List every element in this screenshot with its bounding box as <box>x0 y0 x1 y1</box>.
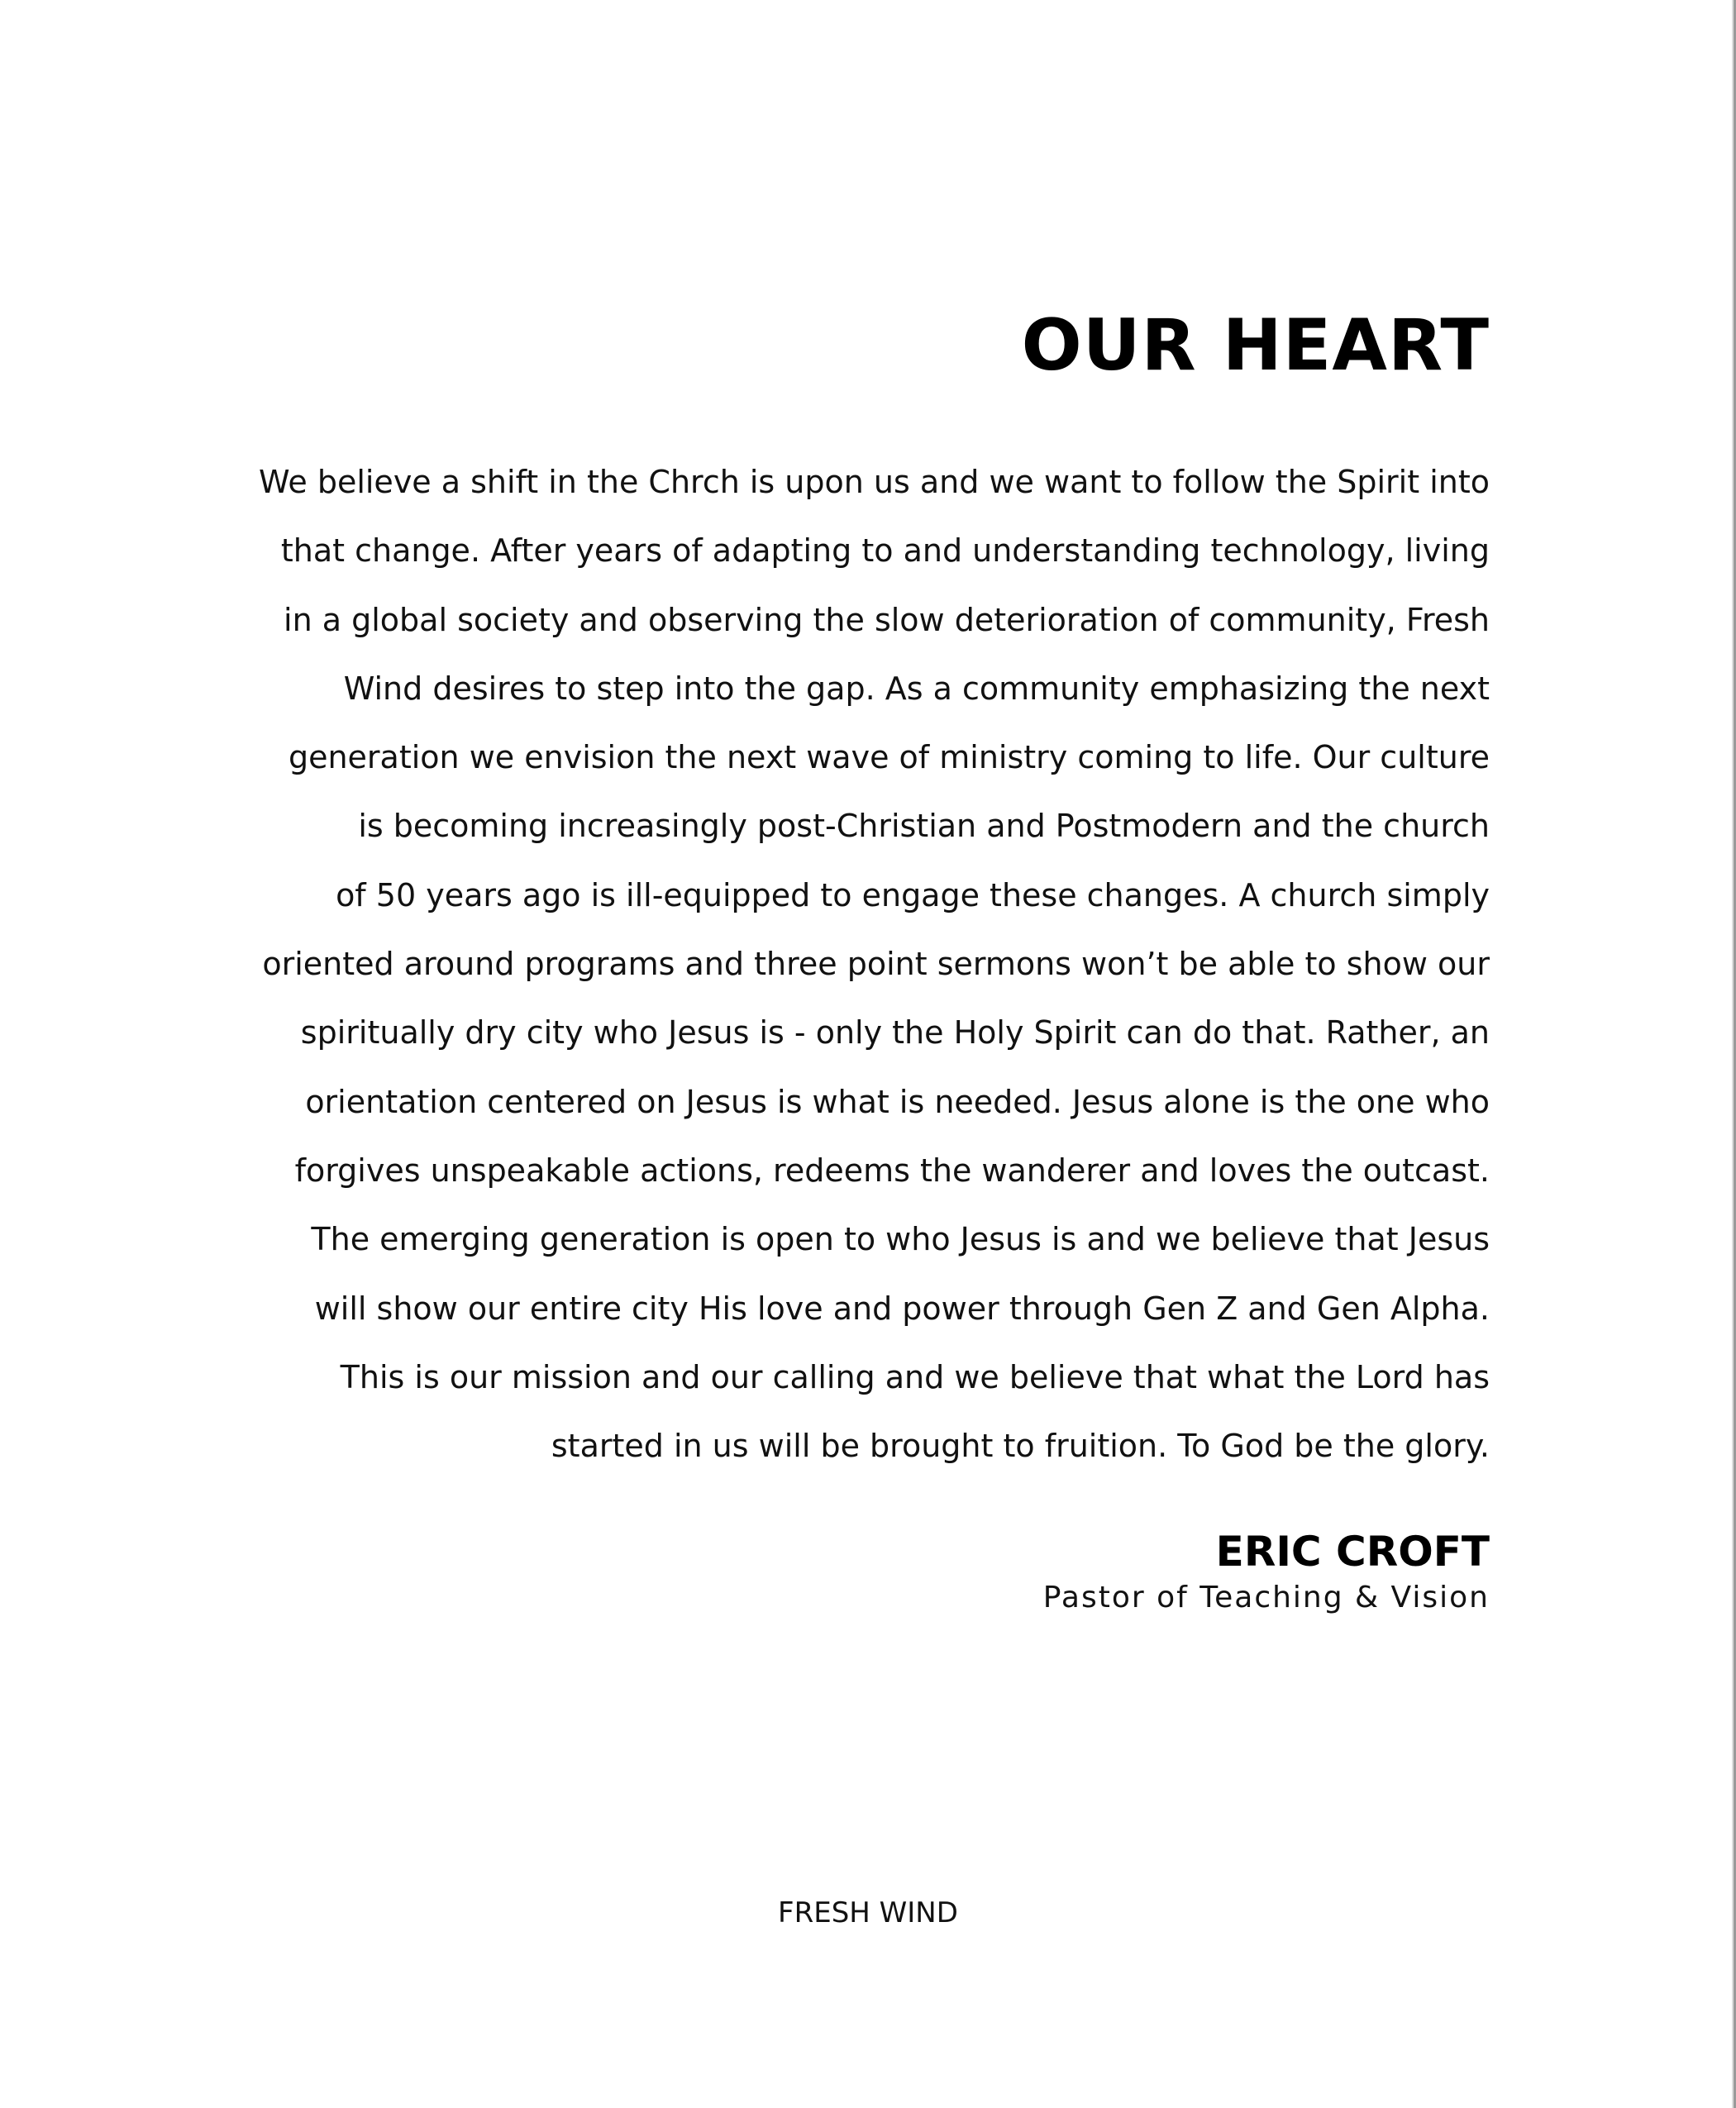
body-line: The emerging generation is open to who Jesus is and we believe that Jesus <box>311 1221 1490 1258</box>
body-line: in a global society and observing the slow deterioration of community, Fresh <box>284 601 1490 638</box>
page-footer: FRESH WIND <box>778 1896 958 1929</box>
body-line: that change. After years of adapting to and understanding technology, living <box>280 532 1490 570</box>
body-paragraph <box>200 448 1490 1481</box>
signature-name: ERIC CROFT <box>1215 1528 1490 1576</box>
body-line: is becoming increasingly post-Christian and Postmodern and the church <box>358 808 1490 845</box>
body-line: started in us will be brought to fruition. To God be the glory. <box>551 1428 1490 1465</box>
signature-role: Pastor of Teaching & Vision <box>1042 1581 1490 1614</box>
body-line: spiritually dry city who Jesus is - only the Holy Spirit can do that. Rather, an <box>300 1014 1490 1052</box>
body-line: We believe a shift in the Chrch is upon us and we want to follow the Spirit into <box>259 464 1490 500</box>
body-line: oriented around programs and three point sermons won’t be able to show our <box>262 946 1490 983</box>
body-line: of 50 years ago is ill-equipped to engage these changes. A church simply <box>336 876 1490 913</box>
body-line: This is our mission and our calling and we believe that what the Lord has <box>340 1358 1490 1395</box>
body-line: Wind desires to step into the gap. As a community emphasizing the next <box>343 670 1490 707</box>
body-line: generation we envision the next wave of ministry coming to life. Our culture <box>288 739 1490 776</box>
page-title: OUR HEART <box>1021 304 1490 387</box>
body-line: orientation centered on Jesus is what is needed. Jesus alone is the one who <box>305 1083 1490 1120</box>
body-line: will show our entire city His love and power through Gen Z and Gen Alpha. <box>314 1290 1490 1327</box>
body-line: forgives unspeakable actions, redeems the wanderer and loves the outcast. <box>294 1152 1490 1189</box>
